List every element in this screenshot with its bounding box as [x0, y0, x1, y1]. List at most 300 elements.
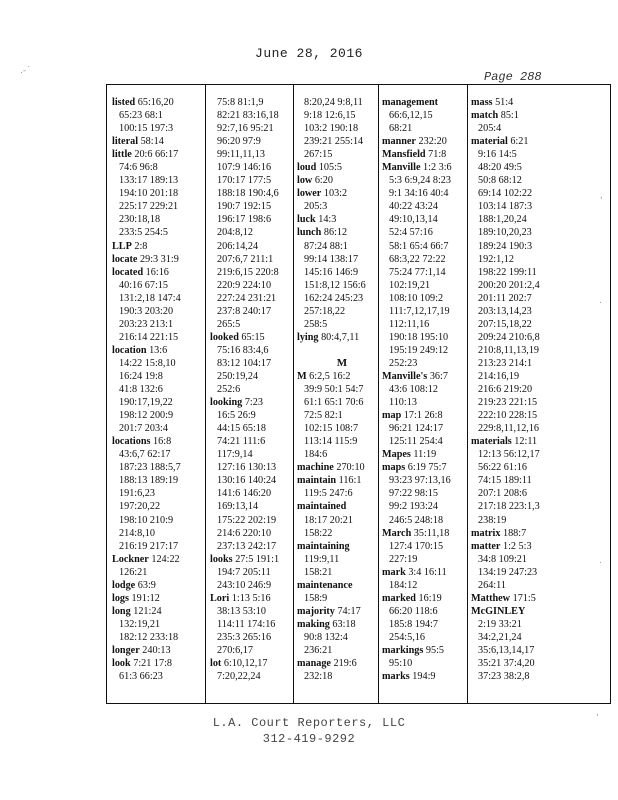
page-line-refs: 141:6 146:20	[217, 488, 272, 500]
index-term: Manville's	[382, 370, 428, 382]
index-term: mass	[471, 97, 493, 108]
blank-line	[297, 344, 387, 357]
page-line-refs: 116:1	[336, 475, 362, 487]
page-line-refs: 194:7 205:11	[217, 566, 271, 578]
page-line-refs: 243:10 246:9	[217, 579, 272, 591]
index-entry	[297, 370, 387, 383]
index-term: loud	[297, 162, 317, 174]
page-line-refs: 65:16,20	[135, 97, 174, 108]
index-term: machine	[297, 462, 334, 474]
page-line-refs: 206:14,24	[217, 240, 259, 252]
page-line-refs: 254:5,16	[389, 631, 425, 643]
page-line-refs: 11:19	[410, 449, 437, 461]
index-term: marks	[382, 671, 410, 683]
page-line-refs: 100:15 197:3	[119, 123, 174, 135]
index-term: locate	[112, 253, 138, 265]
page-line-refs: 96:20 97:9	[217, 136, 261, 148]
index-column-4	[382, 96, 472, 683]
page-line-refs: 214:16,19	[478, 370, 520, 382]
page-line-refs: 52:4 57:16	[389, 227, 433, 239]
page-line-refs: 65:23 68:1	[119, 110, 163, 122]
page-line-refs: 38:13 53:10	[217, 605, 266, 617]
index-entry	[297, 657, 387, 670]
index-entry	[382, 135, 472, 148]
page-line-refs: 158:9	[304, 592, 328, 604]
page-line-refs: 113:14 115:9	[304, 436, 358, 448]
page-line-refs: 12:13 56:12,17	[478, 449, 540, 461]
index-term: long	[112, 605, 131, 617]
index-term: March	[382, 527, 412, 539]
page-line-refs: 97:22 98:15	[389, 488, 438, 500]
page-line-refs: 6:19 75:7	[405, 462, 447, 474]
page-line-refs: 188:1,20,24	[478, 214, 527, 226]
page-line-refs: 219:6	[330, 658, 357, 670]
index-term: Lockner	[112, 553, 149, 565]
index-column-3	[297, 96, 387, 683]
page-line-refs: 69:14 102:22	[478, 188, 533, 200]
page-line-refs: 232:18	[304, 671, 333, 683]
page-line-refs: 105:5	[316, 162, 343, 174]
index-term: maintaining	[297, 540, 350, 552]
page-line-refs: 92:7,16 95:21	[217, 123, 274, 135]
page-line-refs: 74:21 111:6	[217, 436, 266, 448]
index-entry	[112, 553, 202, 566]
index-term: management	[382, 97, 439, 108]
scan-speck: .	[599, 556, 602, 566]
page-line-refs: 238:19	[478, 514, 507, 526]
index-entry	[112, 605, 202, 618]
page-line-refs: 134:19 247:23	[478, 566, 538, 578]
page-line-refs: 7:20,22,24	[217, 671, 261, 683]
page-line-refs: 171:5	[510, 592, 536, 604]
page-line-refs: 216:19 217:17	[119, 540, 179, 552]
page-line-refs: 250:19,24	[217, 370, 259, 382]
page-line-refs: 17:1 26:8	[401, 410, 443, 422]
page-line-refs: 217:18 223:1,3	[478, 501, 540, 513]
index-entry	[382, 161, 472, 174]
index-entry	[210, 331, 300, 344]
index-entry	[297, 605, 387, 618]
page-line-refs: 195:19 249:12	[389, 344, 449, 356]
index-term: lot	[210, 658, 222, 670]
index-term: manage	[297, 658, 331, 670]
index-term: M	[297, 370, 307, 382]
index-term: lying	[297, 331, 319, 343]
index-term: little	[112, 149, 132, 161]
page-line-refs: 29:3 31:9	[137, 253, 179, 265]
page-line-refs: 66:6,12,15	[389, 110, 433, 122]
page-line-refs: 83:12 104:17	[217, 357, 272, 369]
page-line-refs: 95:5	[423, 644, 444, 656]
page-line-refs: 2:19 33:21	[478, 618, 522, 630]
index-term: matter	[471, 540, 501, 552]
page-line-refs: 75:8 81:1,9	[217, 97, 264, 108]
index-entry	[471, 435, 561, 448]
page-line-refs: 107:9 146:16	[217, 162, 272, 174]
index-entry	[382, 566, 472, 579]
page-line-refs: 75:24 77:1,14	[389, 266, 446, 278]
page-line-refs: 2:8	[131, 240, 148, 252]
page-line-refs: 16:5 26:9	[217, 410, 256, 422]
index-term: literal	[112, 136, 139, 148]
index-entry	[297, 226, 387, 239]
index-term: longer	[112, 644, 140, 656]
page-line-refs: 125:11 254:4	[389, 436, 443, 448]
page-line-refs: 71:8	[425, 149, 447, 161]
index-term: lower	[297, 188, 322, 200]
index-term: Mapes	[382, 449, 411, 461]
index-term: lodge	[112, 579, 136, 591]
index-term: maps	[382, 462, 406, 474]
page-line-refs: 108:10 109:2	[389, 292, 444, 304]
index-entry	[112, 579, 202, 592]
page-line-refs: 182:12 233:18	[119, 631, 179, 643]
index-entry	[382, 409, 472, 422]
index-term: Matthew	[471, 592, 511, 604]
index-entry	[112, 435, 202, 448]
page-line-refs: 41:8 132:6	[119, 384, 163, 396]
page-line-refs: 40:22 43:24	[389, 201, 438, 213]
page-line-refs: 80:4,7,11	[318, 331, 360, 343]
page-line-refs: 191:6,23	[119, 488, 155, 500]
index-entry	[471, 135, 561, 148]
page-line-refs: 131:2,18 147:4	[119, 292, 181, 304]
page-line-refs: 190:18 195:10	[389, 331, 449, 343]
page-line-refs: 257:18,22	[304, 305, 346, 317]
page-line-refs: 162:24 245:23	[304, 292, 364, 304]
page-line-refs: 5:3 6:9,24 8:23	[389, 175, 451, 187]
index-term: low	[297, 175, 313, 187]
page-line-refs: 102:15 108:7	[304, 423, 359, 435]
page-line-refs: 240:13	[139, 644, 171, 656]
page-line-refs: 216:14 221:15	[119, 331, 179, 343]
page-line-refs: 6:20	[312, 175, 333, 187]
page-line-refs: 229:8,11,12,16	[478, 423, 540, 435]
page-number: Page 288	[484, 70, 542, 84]
page-line-refs: 44:15 65:18	[217, 423, 266, 435]
index-term: location	[112, 344, 147, 356]
page-line-refs: 58:14	[138, 136, 164, 148]
page-line-refs: 58:1 65:4 66:7	[389, 240, 449, 252]
deposition-date: June 28, 2016	[255, 46, 363, 61]
index-entry	[112, 344, 202, 357]
page-line-refs: 35:6,13,14,17	[478, 644, 535, 656]
page-line-refs: 170:17 177:5	[217, 175, 272, 187]
page-line-refs: 188:18 190:4,6	[217, 188, 279, 200]
page-line-refs: 6:21	[507, 136, 529, 148]
page-line-refs: 175:22 202:19	[217, 514, 277, 526]
page-line-refs: 230:18,18	[119, 214, 161, 226]
page-line-refs: 158:22	[304, 527, 333, 539]
index-entry	[112, 657, 202, 670]
index-term: marked	[382, 592, 416, 604]
page-line-refs: 63:9	[135, 579, 156, 591]
page-line-refs: 130:16 140:24	[217, 475, 277, 487]
page-line-refs: 85:1	[498, 110, 519, 122]
page-line-refs: 201:7 203:4	[119, 423, 168, 435]
index-column-1	[112, 96, 202, 683]
reporter-phone: 312-419-9292	[262, 732, 356, 746]
index-entry	[471, 96, 561, 109]
index-term: looks	[210, 553, 233, 565]
page-line-refs: 227:19	[389, 553, 418, 565]
page-line-refs: 68:3,22 72:22	[389, 253, 446, 265]
index-entry	[471, 605, 561, 618]
page-line-refs: 267:15	[304, 149, 333, 161]
page-line-refs: 270:6,17	[217, 644, 253, 656]
page-line-refs: 9:18 12:6,15	[304, 110, 356, 122]
page-line-refs: 213:23 214:1	[478, 357, 533, 369]
index-entry	[297, 540, 387, 553]
page-line-refs: 222:10 228:15	[478, 410, 538, 422]
page-line-refs: 65:15	[238, 331, 265, 343]
index-term: maintenance	[297, 579, 353, 591]
scan-speck: '	[600, 196, 603, 206]
index-term: located	[112, 266, 144, 278]
page-line-refs: 20:6 66:17	[131, 149, 179, 161]
page-line-refs: 133:17 189:13	[119, 175, 179, 187]
letter-heading: M	[336, 356, 348, 369]
page-line-refs: 216:6 219:20	[478, 384, 533, 396]
index-term: looking	[210, 397, 243, 409]
page-line-refs: 16:24 19:8	[119, 370, 163, 382]
page-line-refs: 121:24	[130, 605, 162, 617]
page-line-refs: 132:19,21	[119, 618, 161, 630]
page-line-refs: 198:22 199:11	[478, 266, 537, 278]
page-line-refs: 239:21 255:14	[304, 136, 364, 148]
index-term: material	[471, 136, 508, 148]
page-line-refs: 158:21	[304, 566, 333, 578]
index-entry	[471, 527, 561, 540]
page-line-refs: 145:16 146:9	[304, 266, 359, 278]
page-line-refs: 48:20 49:5	[478, 162, 522, 174]
index-term: logs	[112, 592, 129, 604]
page-line-refs: 203:13,14,23	[478, 305, 532, 317]
index-entry	[471, 109, 561, 122]
page-line-refs: 207:1 208:6	[478, 488, 527, 500]
page-line-refs: 68:21	[389, 123, 413, 135]
page-line-refs: 18:17 20:21	[304, 514, 353, 526]
page-line-refs: 61:1 65:1 70:6	[304, 397, 364, 409]
page-line-refs: 66:20 118:6	[389, 605, 438, 617]
index-entry	[297, 161, 387, 174]
page-line-refs: 127:16 130:13	[217, 462, 277, 474]
index-column-5	[471, 96, 561, 683]
page-line-refs: 188:7	[500, 527, 527, 539]
page-line-refs: 110:13	[389, 397, 417, 409]
page-line-refs: 34:8 109:21	[478, 553, 527, 565]
page-line-refs: 63:18	[329, 618, 356, 630]
index-entry	[112, 266, 202, 279]
page-line-refs: 39:9 50:1 54:7	[304, 384, 364, 396]
page-line-refs: 27:5 191:1	[232, 553, 280, 565]
page-line-refs: 258:5	[304, 318, 328, 330]
page-line-refs: 198:12 200:9	[119, 410, 174, 422]
page-line-refs: 124:22	[148, 553, 180, 565]
index-term: luck	[297, 214, 316, 226]
index-entry	[297, 331, 387, 344]
page-line-refs: 191:12	[128, 592, 160, 604]
page-line-refs: 6:2,5 16:2	[306, 370, 351, 382]
index-entry	[210, 396, 300, 409]
index-entry	[210, 553, 300, 566]
page-line-refs: 236:21	[304, 644, 333, 656]
page-line-refs: 35:21 37:4,20	[478, 658, 535, 670]
page-line-refs: 209:24 210:6,8	[478, 331, 540, 343]
page-line-refs: 111:7,12,17,19	[389, 305, 450, 317]
page-line-refs: 198:10 210:9	[119, 514, 174, 526]
page-line-refs: 119:9,11	[304, 553, 340, 565]
index-term: Mansfield	[382, 149, 426, 161]
page-line-refs: 43:6 108:12	[389, 384, 438, 396]
index-term: majority	[297, 605, 335, 617]
page-line-refs: 16:19	[415, 592, 442, 604]
page-line-refs: 61:3 66:23	[119, 671, 163, 683]
page-line-refs: 204:8,12	[217, 227, 253, 239]
page-line-refs: 235:3 265:16	[217, 631, 272, 643]
page-line-refs: 1:2 5:3	[500, 540, 532, 552]
page-line-refs: 232:20	[415, 136, 447, 148]
page-line-refs: 264:11	[478, 579, 506, 591]
page-line-refs: 7:23	[242, 397, 263, 409]
page-line-refs: 9:16 14:5	[478, 149, 517, 161]
page-line-refs: 3:4 16:11	[405, 566, 447, 578]
index-entry	[382, 644, 472, 657]
index-term: listed	[112, 97, 136, 108]
page-line-refs: 246:5 248:18	[389, 514, 444, 526]
page-line-refs: 214:8,10	[119, 527, 155, 539]
page-line-refs: 200:20 201:2,4	[478, 279, 540, 291]
index-term: Manville	[382, 162, 421, 174]
page-line-refs: 210:8,11,13,19	[478, 344, 540, 356]
index-term: lunch	[297, 227, 322, 239]
page-line-refs: 214:6 220:10	[217, 527, 272, 539]
page-line-refs: 112:11,16	[389, 318, 430, 330]
page-line-refs: 93:23 97:13,16	[389, 475, 451, 487]
index-entry	[297, 618, 387, 631]
page-line-refs: 40:16 67:15	[119, 279, 168, 291]
column-divider	[205, 85, 206, 703]
page-line-refs: 189:10,20,23	[478, 227, 532, 239]
page-line-refs: 74:17	[334, 605, 361, 617]
page-line-refs: 43:6,7 62:17	[119, 449, 171, 461]
index-entry	[297, 174, 387, 187]
index-entry	[297, 579, 387, 592]
index-term: making	[297, 618, 330, 630]
index-term: maintained	[297, 501, 347, 513]
scan-speck: .	[599, 296, 602, 306]
page-line-refs: 95:10	[389, 658, 413, 670]
page-line-refs: 102:19,21	[389, 279, 431, 291]
page-line-refs: 114:11 174:16	[217, 618, 276, 630]
index-term: markings	[382, 644, 424, 656]
index-term: map	[382, 410, 402, 422]
page-line-refs: 72:5 82:1	[304, 410, 343, 422]
index-entry	[210, 657, 300, 670]
index-page	[106, 84, 611, 704]
page-line-refs: 103:2	[321, 188, 348, 200]
reporter-name: L.A. Court Reporters, LLC	[212, 716, 406, 730]
page-line-refs: 7:21 17:8	[130, 658, 173, 670]
index-entry	[382, 370, 472, 383]
index-term: mark	[382, 566, 406, 578]
index-entry	[112, 644, 202, 657]
index-entry	[382, 461, 472, 474]
index-entry	[297, 213, 387, 226]
page-line-refs: 189:24 190:3	[478, 240, 533, 252]
index-entry	[382, 592, 472, 605]
page-line-refs: 196:17 198:6	[217, 214, 272, 226]
index-column-2	[210, 96, 300, 683]
page-line-refs: 184:6	[304, 449, 328, 461]
page-line-refs: 50:8 68:12	[478, 175, 522, 187]
page-line-refs: 34:2,21,24	[478, 631, 522, 643]
index-term: materials	[471, 436, 512, 448]
page-line-refs: 75:16 83:4,6	[217, 344, 269, 356]
page-line-refs: 86:12	[321, 227, 348, 239]
page-line-refs: 205:3	[304, 201, 328, 213]
index-entry	[382, 448, 472, 461]
page-line-refs: 194:9	[409, 671, 436, 683]
page-line-refs: 190:3 203:20	[119, 305, 174, 317]
page-line-refs: 49:10,13,14	[389, 214, 438, 226]
page-line-refs: 103:14 187:3	[478, 201, 533, 213]
index-entry	[112, 96, 202, 109]
page-line-refs: 252:23	[389, 357, 418, 369]
page-line-refs: 126:21	[119, 566, 148, 578]
page-line-refs: 237:8 240:17	[217, 305, 272, 317]
index-entry	[210, 592, 300, 605]
page-line-refs: 99:2 193:24	[389, 501, 438, 513]
page-line-refs: 99:14 138:17	[304, 253, 359, 265]
index-entry	[297, 461, 387, 474]
index-term: Lori	[210, 592, 230, 604]
page-line-refs: 185:8 194:7	[389, 618, 438, 630]
page-line-refs: 35:11,18	[411, 527, 450, 539]
index-term: LLP	[112, 240, 132, 252]
index-entry	[112, 592, 202, 605]
scan-speck: .‐˙	[20, 66, 31, 76]
page-line-refs: 119:5 247:6	[304, 488, 353, 500]
index-term: maintain	[297, 475, 337, 487]
page-line-refs: 237:13 242:17	[217, 540, 277, 552]
page-line-refs: 187:23 188:5,7	[119, 462, 181, 474]
index-entry	[112, 148, 202, 161]
index-entry	[382, 527, 472, 540]
page-line-refs: 220:9 224:10	[217, 279, 272, 291]
page-line-refs: 14:3	[315, 214, 337, 226]
page-line-refs: 190:17,19,22	[119, 397, 173, 409]
page-line-refs: 265:5	[217, 318, 241, 330]
page-line-refs: 169:13,14	[217, 501, 259, 513]
page-line-refs: 36:7	[427, 370, 448, 382]
page-line-refs: 207:6,7 211:1	[217, 253, 274, 265]
page-line-refs: 219:23 221:15	[478, 397, 538, 409]
index-entry	[471, 592, 561, 605]
index-entry	[471, 540, 561, 553]
page-line-refs: 82:21 83:16,18	[217, 110, 279, 122]
page-line-refs: 127:4 170:15	[389, 540, 444, 552]
page-line-refs: 16:8	[150, 436, 172, 448]
page-line-refs: 37:23 38:2,8	[478, 671, 530, 683]
scan-speck: ,	[596, 708, 599, 718]
page-line-refs: 270:10	[333, 462, 365, 474]
page-line-refs: 9:1 34:16 40:4	[389, 188, 449, 200]
index-term: manner	[382, 136, 416, 148]
index-entry	[382, 670, 472, 683]
page-line-refs: 96:21 124:17	[389, 423, 444, 435]
page-line-refs: 188:13 189:19	[119, 475, 179, 487]
